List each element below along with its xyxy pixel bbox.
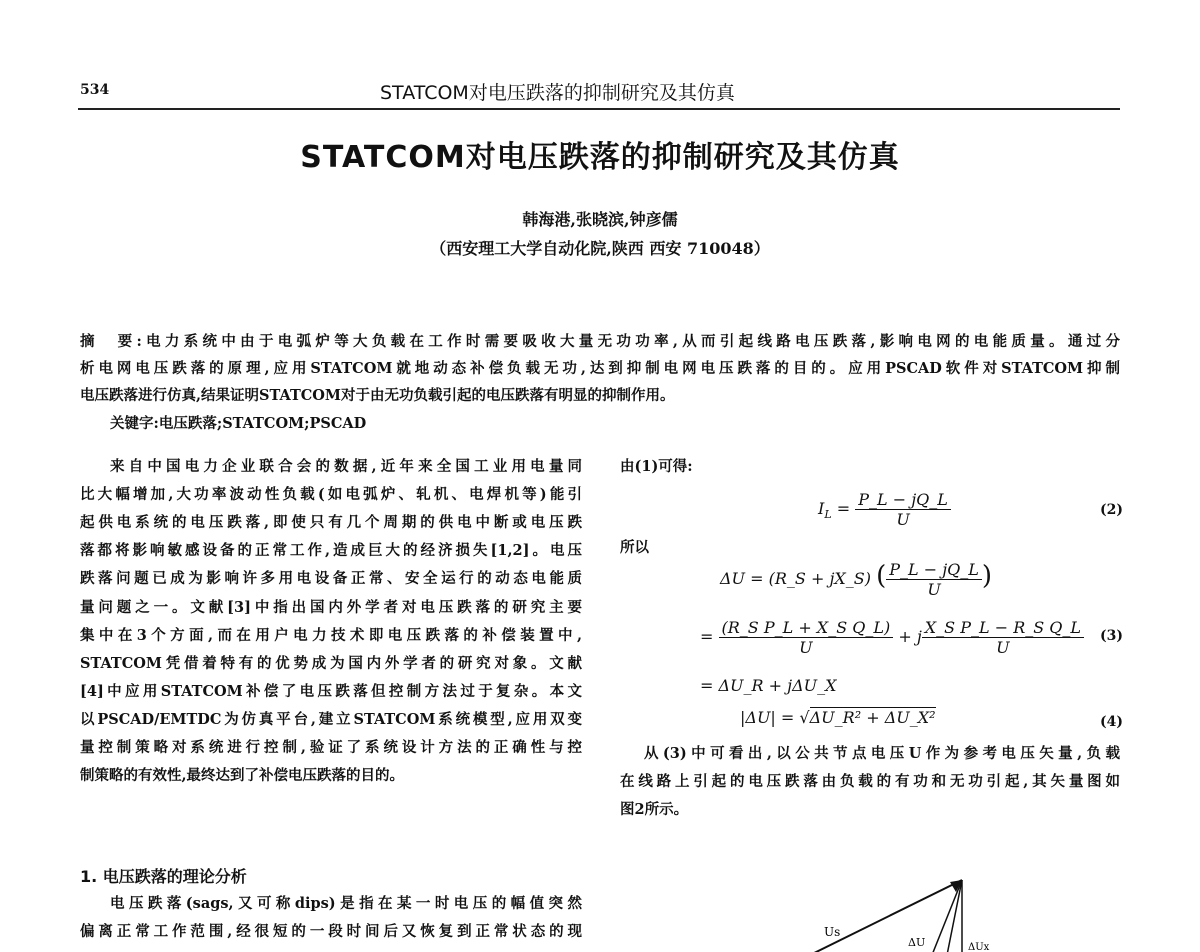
equation-number: (2) xyxy=(1100,502,1123,518)
body-line: STATCOM凭借着特有的优势成为国内外学者的研究对象。文献 xyxy=(80,654,582,672)
body-line: 从(3)中可看出,以公共节点电压U作为参考电压矢量,负载 xyxy=(644,745,1120,762)
eq-numerator: P_L − jQ_L xyxy=(886,560,982,580)
eq-sub: L xyxy=(824,508,832,522)
header-rule xyxy=(78,108,1120,110)
body-line: 图2所示。 xyxy=(620,801,689,818)
body-line: 量控制策略对系统进行控制,验证了系统设计方法的正确性与控 xyxy=(80,739,582,756)
body-line: 在线路上引起的电压跌落由负载的有功和无功引起,其矢量图如 xyxy=(620,773,1120,790)
body-line: 以PSCAD/EMTDC为仿真平台,建立STATCOM系统模型,应用双变 xyxy=(80,710,582,728)
abstract-line: 电压跌落进行仿真,结果证明STATCOM对于由无功负载引起的电压跌落有明显的抑制作用。 xyxy=(80,387,675,404)
body-line: 所以 xyxy=(620,539,649,556)
eq-numerator: (R_S P_L + X_S Q_L) xyxy=(719,618,894,638)
du-label: ΔU xyxy=(908,936,926,949)
equation-3-line-3: = ΔU_R + jΔU_X xyxy=(700,676,837,695)
abstract-line: 析电网电压跌落的原理,应用STATCOM就地动态补偿负载无功,达到抑制电网电压跌落的目的。应用PSCAD软件对STATCOM抑制 xyxy=(80,360,1120,377)
keywords: 关键字:电压跌落;STATCOM;PSCAD xyxy=(110,415,367,432)
dux-label: ΔUx xyxy=(968,942,990,952)
section-heading-text: 1. 电压跌落的理论分析 xyxy=(80,867,247,886)
eq-denominator: U xyxy=(927,580,941,599)
page-number: 534 xyxy=(80,82,110,98)
vector-diagram xyxy=(780,870,1010,952)
eq-operator: + j xyxy=(898,627,922,646)
body-line: 跌落问题已成为影响许多用电设备正常、安全运行的动态电能质 xyxy=(80,570,582,588)
equation-3-line-1: ΔU = (R_S + jX_S) ( $\frac{P\_L - jQ\_L}{U}$ ) xyxy=(720,560,993,599)
body-line: 量问题之一。文献[3]中指出国内外学者对电压跌落的研究主要 xyxy=(80,598,582,616)
eq-numerator: P_L − jQ_L xyxy=(855,490,951,510)
eq-denominator: U xyxy=(799,638,813,657)
equation-3-line-2: = $\frac{\text{(R\_S P\_L + X\_S Q\_L)}}{U}$ + j $\frac{\text{X\_S P\_L − R\_S Q\_L}}{U}$ xyxy=(700,618,1084,657)
eq-numerator: X_S P_L − R_S Q_L xyxy=(922,618,1084,638)
body-line: 来自中国电力企业联合会的数据,近年来全国工业用电量同 xyxy=(110,458,582,475)
equation-4: |ΔU| = √ΔU_R² + ΔU_X² xyxy=(740,708,936,727)
section-heading xyxy=(80,864,247,887)
body-line: 落都将影响敏感设备的正常工作,造成巨大的经济损失[1,2]。电压 xyxy=(80,542,582,560)
body-line: 制策略的有效性,最终达到了补偿电压跌落的目的。 xyxy=(80,767,405,785)
affiliation: （西安理工大学自动化院,陕西 西安 710048） xyxy=(430,239,770,258)
eq-radicand: ΔU_R² + ΔU_X² xyxy=(809,708,936,727)
authors: 韩海港,张晓滨,钟彦儒 xyxy=(522,210,678,229)
paper-title: STATCOM对电压跌落的抑制研究及其仿真 xyxy=(300,140,900,175)
du-vector xyxy=(930,880,962,952)
equation-2: $I_L$ = $\frac{P\_L - jQ\_L}{U}$ xyxy=(818,490,951,529)
body-line: 由(1)可得: xyxy=(620,458,693,475)
body-line: 集中在3个方面,而在用户电力技术即电压跌落的补偿装置中, xyxy=(80,626,582,644)
abstract-line: 摘 要:电力系统中由于电弧炉等大负载在工作时需要吸收大量无功功率,从而引起线路电压跌落,影响电网的电能质量。通过分 xyxy=(80,333,1120,350)
eq-denominator: U xyxy=(996,638,1010,657)
equation-number: (4) xyxy=(1100,714,1123,730)
body-line: 电压跌落(sags,又可称dips)是指在某一时电压的幅值突然 xyxy=(110,895,582,912)
eq-denominator: U xyxy=(896,510,910,529)
eq-lhs: |ΔU| = xyxy=(740,708,800,727)
equation-number: (3) xyxy=(1100,628,1123,644)
body-line: 偏离正常工作范围,经很短的一段时间后又恢复到正常状态的现 xyxy=(80,923,582,940)
us-label: Us xyxy=(824,925,841,939)
eq-lhs: I xyxy=(818,499,825,518)
body-line: [4]中应用STATCOM补偿了电压跌落但控制方法过于复杂。本文 xyxy=(80,682,582,700)
running-title: STATCOM对电压跌落的抑制研究及其仿真 xyxy=(380,82,735,104)
eq-lhs: ΔU = (R_S + jX_S) xyxy=(720,569,871,588)
body-line: 起供电系统的电压跌落,即使只有几个周期的供电中断或电压跌 xyxy=(80,514,582,532)
body-line: 比大幅增加,大功率波动性负载(如电弧炉、轧机、电焊机等)能引 xyxy=(80,486,582,504)
